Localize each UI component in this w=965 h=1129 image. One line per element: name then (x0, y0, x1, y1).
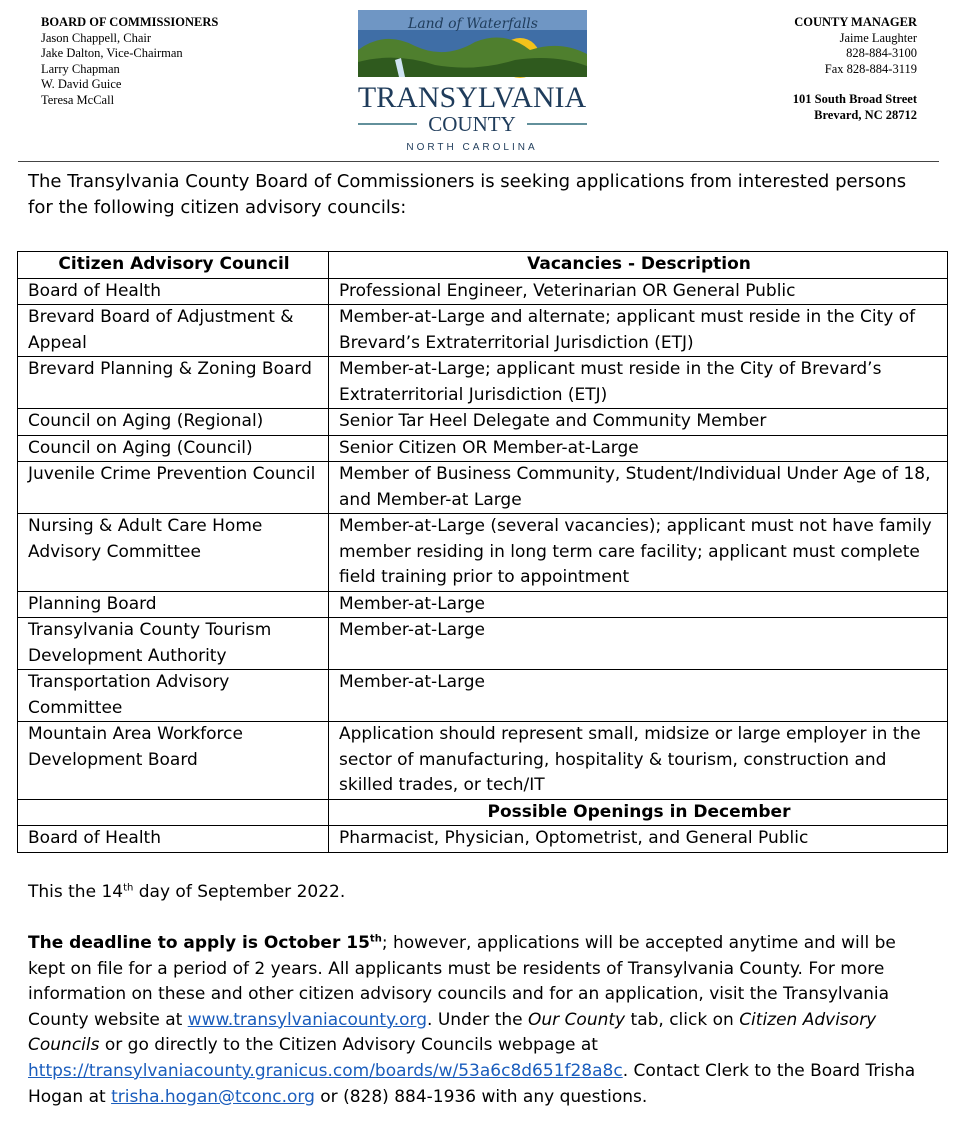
clerk-email-link[interactable]: trisha.hogan@tconc.org (111, 1086, 315, 1107)
manager-name: Jaime Laughter (839, 30, 917, 45)
table-header-row (18, 252, 948, 279)
council-cell: Board of Health (18, 278, 329, 305)
county-manager (793, 15, 917, 124)
deadline-paragraph: The deadline to apply is October 15th; however, applications will be accepted anytime and will be kept on file for a period of 2 years. All applicants must be residents of Transylvania County. For more information on these and other citizen advisory councils and for an application, visit the Transylvania County website at www.transylvaniacounty.org. Under the Our County tab, click on Citizen Advisory Councils or go directly to the Citizen Advisory Councils webpage at https://transylvaniacounty.granicus.com/boards/w/53a6c8d651f28a8c. Contact Clerk to the Board Trisha Hogan at trisha.hogan@tconc.org or (828) 884-1936 with any questions. (28, 933, 916, 1107)
table-row (18, 514, 948, 592)
vacancy-cell: Member-at-Large (several vacancies); applicant must not have family member residing in long term care facility; applicant must complete field training prior to appointment (329, 514, 948, 592)
board-member: Teresa McCall (41, 92, 115, 107)
vacancy-cell: Professional Engineer, Veterinarian OR General Public (329, 278, 948, 305)
county-logo (355, 10, 590, 155)
empty-cell (18, 799, 329, 826)
table-row (18, 618, 948, 670)
council-cell: Transportation Advisory Committee (18, 670, 329, 722)
logo-tagline: Land of Waterfalls (408, 16, 538, 32)
logo-county: COUNTY (428, 112, 516, 136)
board-member: Larry Chapman (41, 61, 120, 76)
council-cell: Board of Health (18, 826, 329, 853)
table-row (18, 670, 948, 722)
council-cell: Council on Aging (Regional) (18, 409, 329, 436)
column-header-council: Citizen Advisory Council (18, 252, 329, 279)
column-header-vacancies: Vacancies - Description (329, 252, 948, 279)
table-row (18, 462, 948, 514)
header-divider (18, 161, 939, 162)
vacancy-cell: Member-at-Large; applicant must reside in the City of Brevard’s Extraterritorial Jurisdiction (ETJ) (329, 357, 948, 409)
table-row (18, 305, 948, 357)
county-website-link[interactable]: www.transylvaniacounty.org (187, 1009, 428, 1030)
table-row (18, 278, 948, 305)
board-of-commissioners (41, 15, 218, 109)
vacancy-cell: Senior Tar Heel Delegate and Community Member (329, 409, 948, 436)
manager-city: Brevard, NC 28712 (814, 107, 917, 122)
vacancy-cell: Member of Business Community, Student/Individual Under Age of 18, and Member-at Large (329, 462, 948, 514)
vacancy-table (17, 251, 948, 853)
deadline-emphasis: The deadline to apply is October 15th (28, 933, 382, 953)
council-cell: Council on Aging (Council) (18, 435, 329, 462)
board-member: Jake Dalton, Vice-Chairman (41, 46, 183, 61)
council-cell: Brevard Board of Adjustment & Appeal (18, 305, 329, 357)
manager-title: COUNTY MANAGER (794, 15, 917, 29)
council-cell: Mountain Area Workforce Development Board (18, 722, 329, 800)
table-row (18, 435, 948, 462)
logo-name: TRANSYLVANIA (357, 81, 587, 114)
logo-state: NORTH CAROLINA (406, 142, 538, 153)
council-cell: Transylvania County Tourism Development Authority (18, 618, 329, 670)
manager-fax: Fax 828-884-3119 (824, 61, 917, 76)
council-cell: Nursing & Adult Care Home Advisory Committee (18, 514, 329, 592)
table-row (18, 591, 948, 618)
vacancy-cell: Member-at-Large and alternate; applicant must reside in the City of Brevard’s Extraterritorial Jurisdiction (ETJ) (329, 305, 948, 357)
advisory-councils-link[interactable]: https://transylvaniacounty.granicus.com/boards/w/53a6c8d651f28a8c (28, 1060, 623, 1081)
board-member: W. David Guice (41, 77, 122, 92)
vacancy-cell: Member-at-Large (329, 618, 948, 670)
vacancy-cell: Member-at-Large (329, 591, 948, 618)
manager-phone: 828-884-3100 (846, 46, 917, 61)
board-title: BOARD OF COMMISSIONERS (41, 15, 219, 29)
vacancy-cell: Pharmacist, Physician, Optometrist, and General Public (329, 826, 948, 853)
council-cell: Brevard Planning & Zoning Board (18, 357, 329, 409)
council-cell: Juvenile Crime Prevention Council (18, 462, 329, 514)
board-member: Jason Chappell, Chair (41, 30, 152, 45)
december-subheader-row (18, 799, 948, 826)
intro-paragraph: The Transylvania County Board of Commissioners is seeking applications from interested persons for the following citizen advisory councils: (28, 171, 907, 218)
vacancy-cell: Senior Citizen OR Member-at-Large (329, 435, 948, 462)
table-row (18, 409, 948, 436)
dated-line: This the 14th day of September 2022. (28, 882, 346, 902)
table-row (18, 357, 948, 409)
december-subheader: Possible Openings in December (329, 799, 948, 826)
council-cell: Planning Board (18, 591, 329, 618)
table-row (18, 826, 948, 853)
vacancy-cell: Application should represent small, midsize or large employer in the sector of manufacturing, hospitality & tourism, construction and skilled trades, or tech/IT (329, 722, 948, 800)
vacancy-cell: Member-at-Large (329, 670, 948, 722)
table-row (18, 722, 948, 800)
manager-street: 101 South Broad Street (792, 92, 917, 107)
